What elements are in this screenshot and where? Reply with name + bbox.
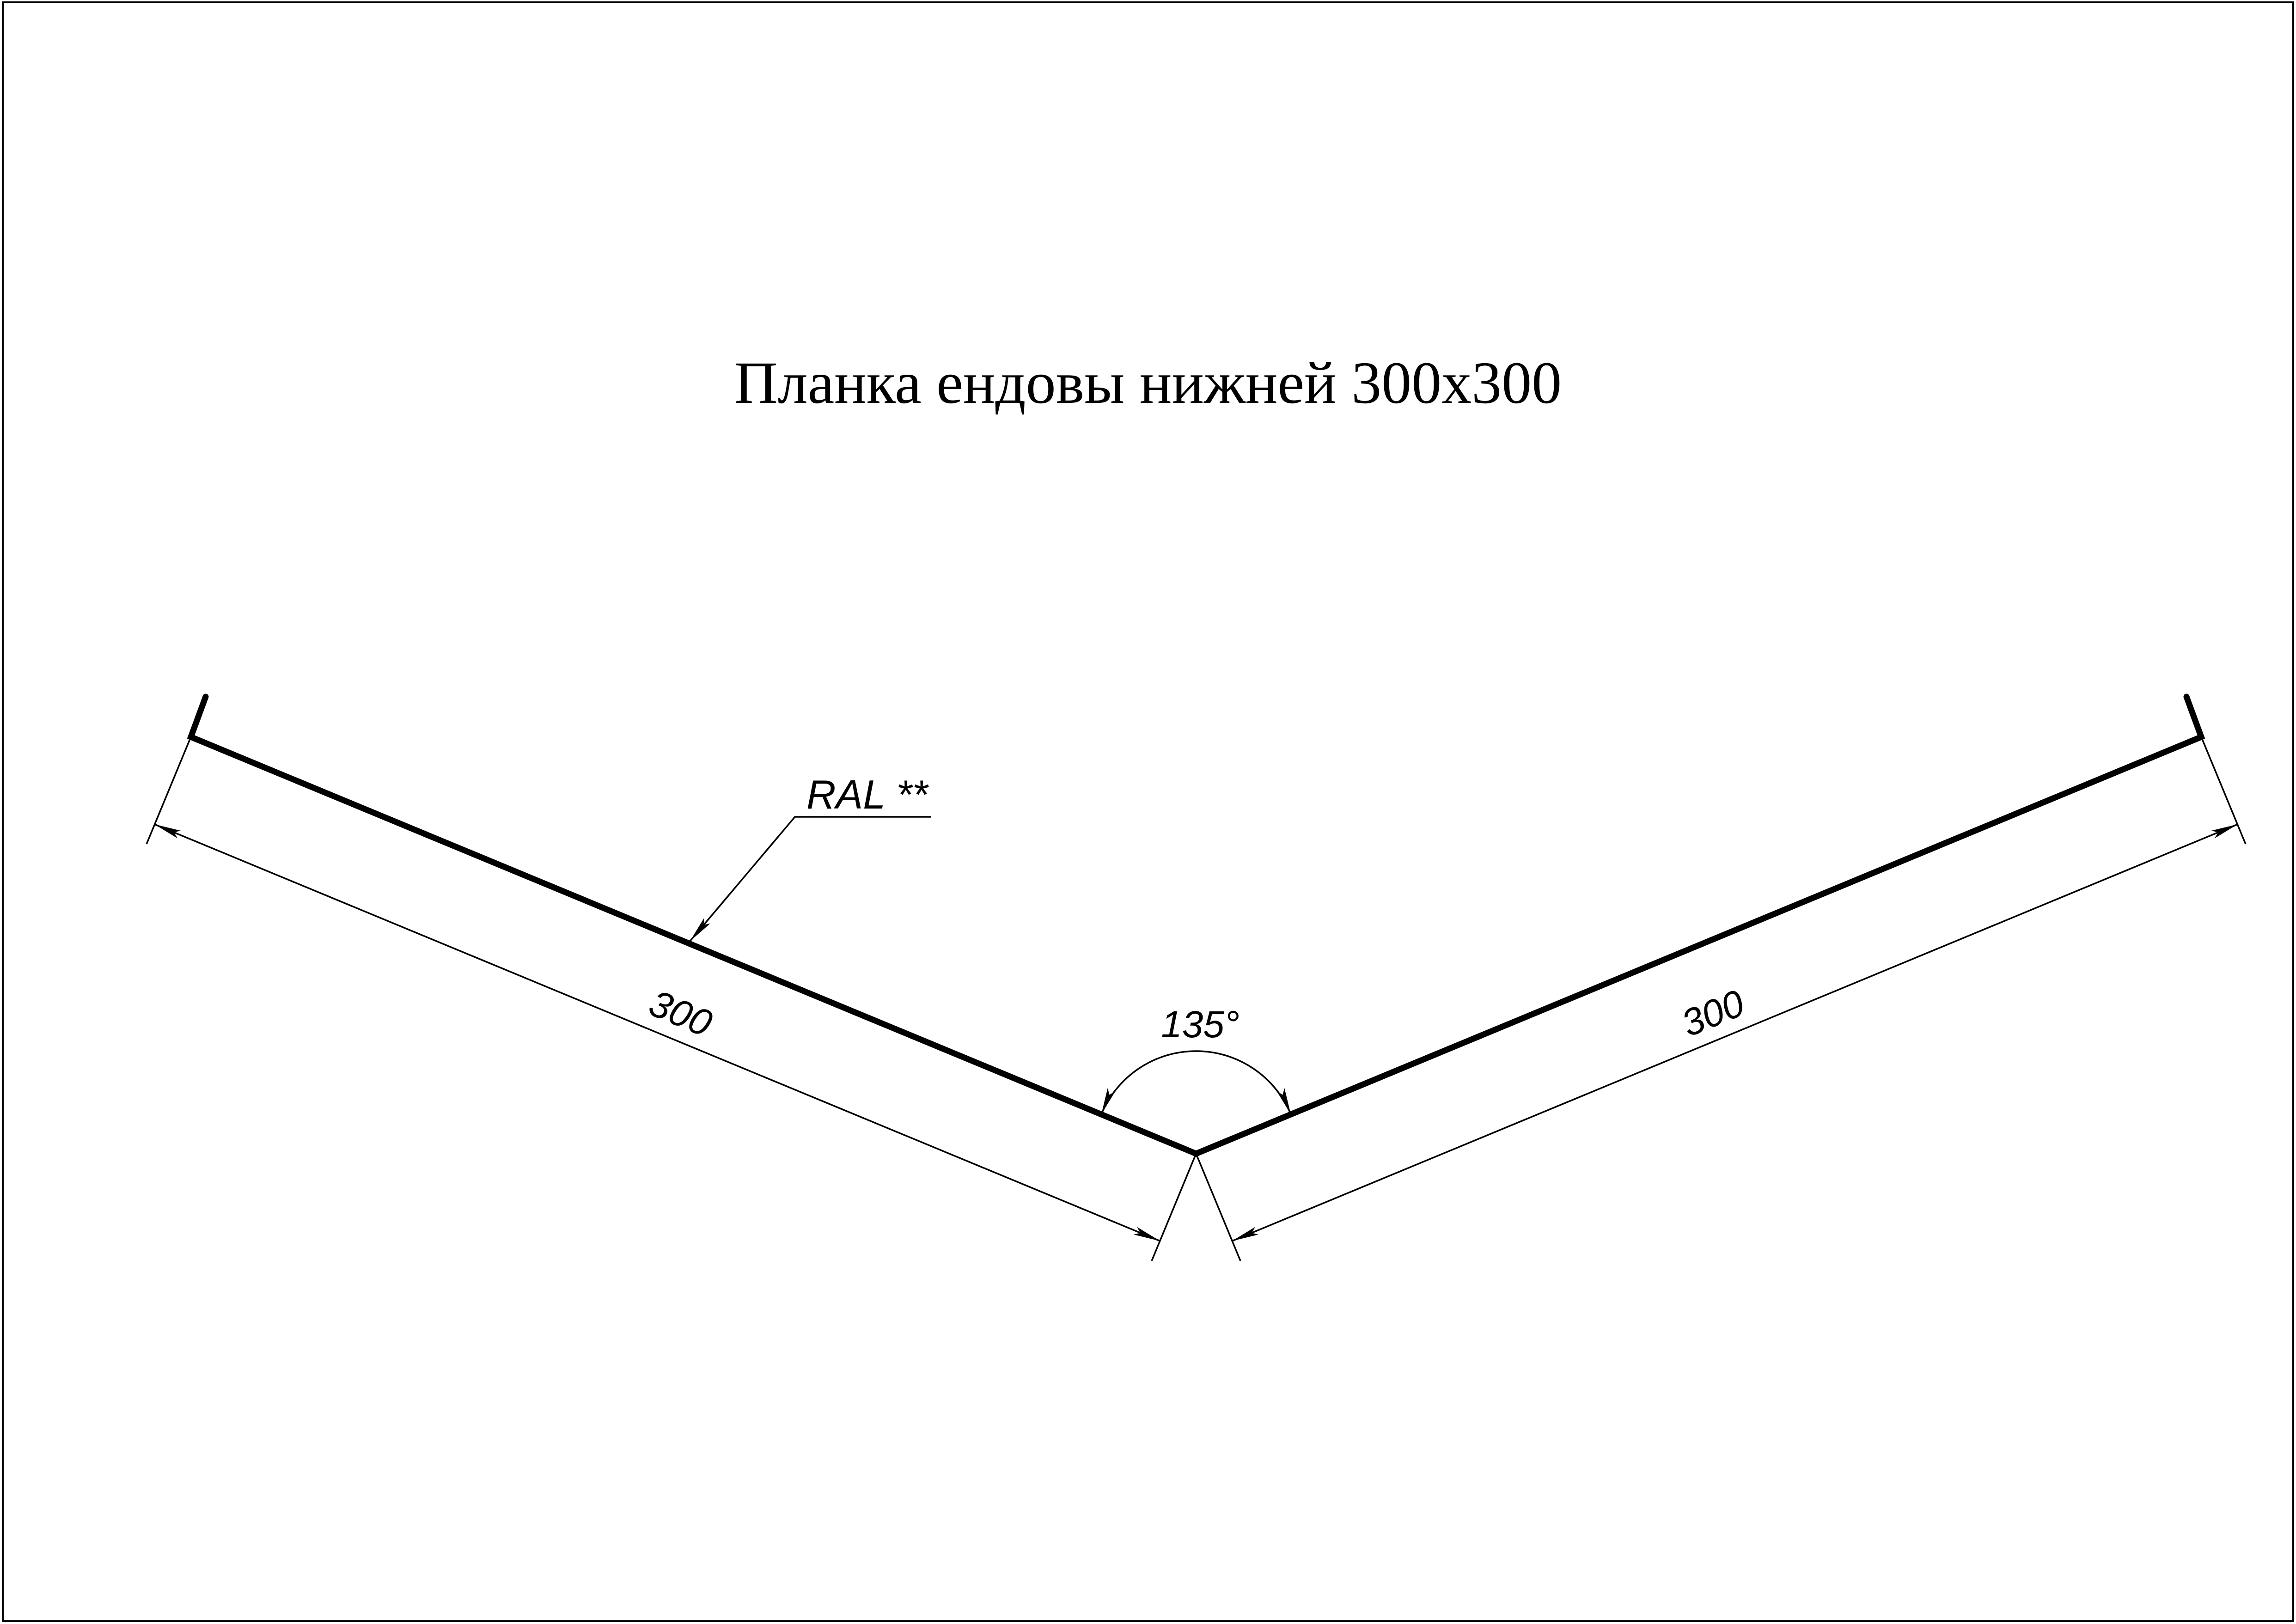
dimension-label-left: 300 xyxy=(643,982,718,1045)
dimension-line-left xyxy=(154,824,1160,1241)
extension-line-right-end xyxy=(2201,737,2246,844)
dimension-line-right xyxy=(1232,824,2238,1241)
drawing-title: Планка ендовы нижней 300х300 xyxy=(734,350,1562,416)
angle-dimension-arc xyxy=(1101,1051,1291,1114)
dimension-label-right: 300 xyxy=(1675,982,1751,1045)
ral-color-label: RAL ** xyxy=(806,772,928,817)
extension-line-vertex-left xyxy=(1152,1154,1196,1261)
page-border-frame xyxy=(3,2,2293,1621)
extension-line-vertex-right xyxy=(1196,1154,1240,1261)
angle-label: 135° xyxy=(1161,1004,1240,1046)
valley-profile-line xyxy=(191,697,2201,1154)
leader-line-ral xyxy=(690,817,931,941)
extension-line-left-end xyxy=(147,737,191,844)
